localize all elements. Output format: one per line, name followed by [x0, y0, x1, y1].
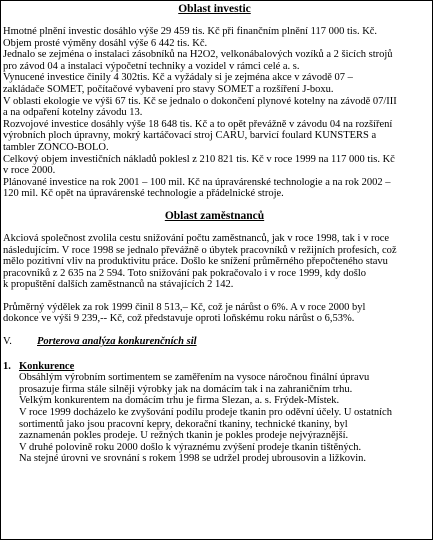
text-line: Plánované investice na rok 2001 – 100 mil. Kč na úpravárenské technologie a na rok 2002 –	[3, 176, 391, 188]
text-line: v roce 2000.	[3, 165, 56, 177]
text-line: 120 mil. Kč opět na úpravárenské technologie a přádelnické stroje.	[3, 188, 284, 200]
text-line: a na odpaření kotelny závodu 13.	[3, 107, 143, 119]
text-line: prosazuje firma stále silněji výrobky jak na domácím tak i na zahraničním trhu.	[19, 383, 353, 395]
subsection-heading-konkurence	[3, 361, 426, 373]
text-line: dokonce ve výši 9 239,-- Kč, což představuje oproti loňskému roku nárůst o 6,53%.	[3, 313, 355, 325]
text-line: V druhé polovině roku 2000 došlo k výraznému zvýšení prodeje tkanin tištěných.	[19, 441, 362, 453]
section-number: V.	[3, 336, 12, 348]
text-line: sortimentů jako jsou pracovní kepry, dekorační tkaniny, technické tkaniny, byl	[19, 418, 348, 430]
text-line: Objem prosté výměny dosáhl výše 6 442 tis. Kč.	[3, 37, 208, 49]
text-line: V roce 1999 docházelo ke zvyšování podílu prodeje tkanin pro oděvní účely. U ostatních	[19, 407, 392, 419]
section-title-zamestnanci: Oblast zaměstnanců	[164, 209, 265, 222]
text-line: mělo pozitivní vliv na produktivitu práce. Došlo ke snížení průměrného přepočteného stavu	[3, 256, 388, 268]
investice-body	[3, 26, 426, 200]
konkurence-body	[3, 372, 426, 465]
paragraph-gap	[3, 291, 426, 302]
text-line: Na stejné úrovni ve srovnání s rokem 1998 se udržel prodej ubrousovin a ližkovin.	[19, 453, 367, 465]
text-line: Hmotné plnění investic dosáhlo výše 29 459 tis. Kč při finančním plnění 117 000 tis. Kč.	[3, 26, 378, 37]
text-line: Jednalo se zejména o instalaci zásobníků na H2O2, velkonábalových vozíků a 2 šicích strojů	[3, 49, 393, 61]
paragraph-gap	[3, 348, 426, 359]
text-line: Akciová společnost zvolila cestu snižování počtu zaměstnanců, jak v roce 1998, tak i v roce	[3, 232, 390, 244]
text-line: k propuštění dalších zaměstnanců na stávajících 2 142.	[3, 279, 234, 291]
text-line: Rozvojové investice dosáhly výše 18 648 tis. Kč a to opět převážně v závodu 04 na rozšíření	[3, 118, 393, 130]
text-line: pro závod 04 a instalaci výpočetní techniky a vozidel v rámci celé a. s.	[3, 60, 300, 72]
subsection-number: 1.	[3, 360, 11, 372]
text-line: Celkový objem investičních nákladů poklesl z 210 821 tis. Kč v roce 1999 na 117 000 tis. Kč	[3, 153, 395, 165]
text-line: Obsáhlým výrobním sortimentem se zaměřením na vysoce náročnou finální úpravu	[19, 372, 370, 384]
paragraph-gap	[3, 325, 426, 336]
text-line: výrobních ploch úpravny, mokrý kartáčovací stroj CARU, barvicí foulard KUNSTERS a	[3, 130, 377, 142]
text-line: Vynucené investice činily 4 302tis. Kč a vyžádaly si je zejména akce v závodě 07 –	[3, 72, 353, 84]
zamestnanci-body	[3, 233, 426, 336]
text-line: zaznamenán pokles prodeje. U režných tkanin je pokles prodeje nejvýraznější.	[19, 430, 349, 442]
section-heading-porter	[3, 336, 426, 348]
text-line: zakládače SOMET, počítačové vybavení pro stavy SOMET a rozšíření J-boxu.	[3, 83, 334, 95]
text-line: Průměrný výdělek za rok 1999 činil 8 513,– Kč, což je nárůst o 6%. A v roce 2000 byl	[3, 301, 366, 313]
subsection-heading: Konkurence	[19, 360, 75, 372]
section-title-investice: Oblast investic	[178, 3, 251, 15]
text-line: Velkým konkurentem na domácím trhu je firma Slezan, a. s. Frýdek-Místek.	[19, 395, 340, 407]
text-line: následujícím. V roce 1998 se jednalo převážně o úbytek pracovníků v režijních profesích, což	[3, 244, 397, 256]
text-line: tambler ZONCO-BOLO.	[3, 141, 109, 153]
text-line: pracovníků z 2 635 na 2 594. Toto snižování pak pokračovalo i v roce 1999, kdy došlo	[3, 267, 366, 279]
text-line: V oblasti ekologie ve výši 67 tis. Kč se jednalo o dokončení plynové kotelny na závodě 07/III	[3, 95, 397, 107]
section-heading: Porterova analýza konkurenčních sil	[37, 336, 197, 348]
